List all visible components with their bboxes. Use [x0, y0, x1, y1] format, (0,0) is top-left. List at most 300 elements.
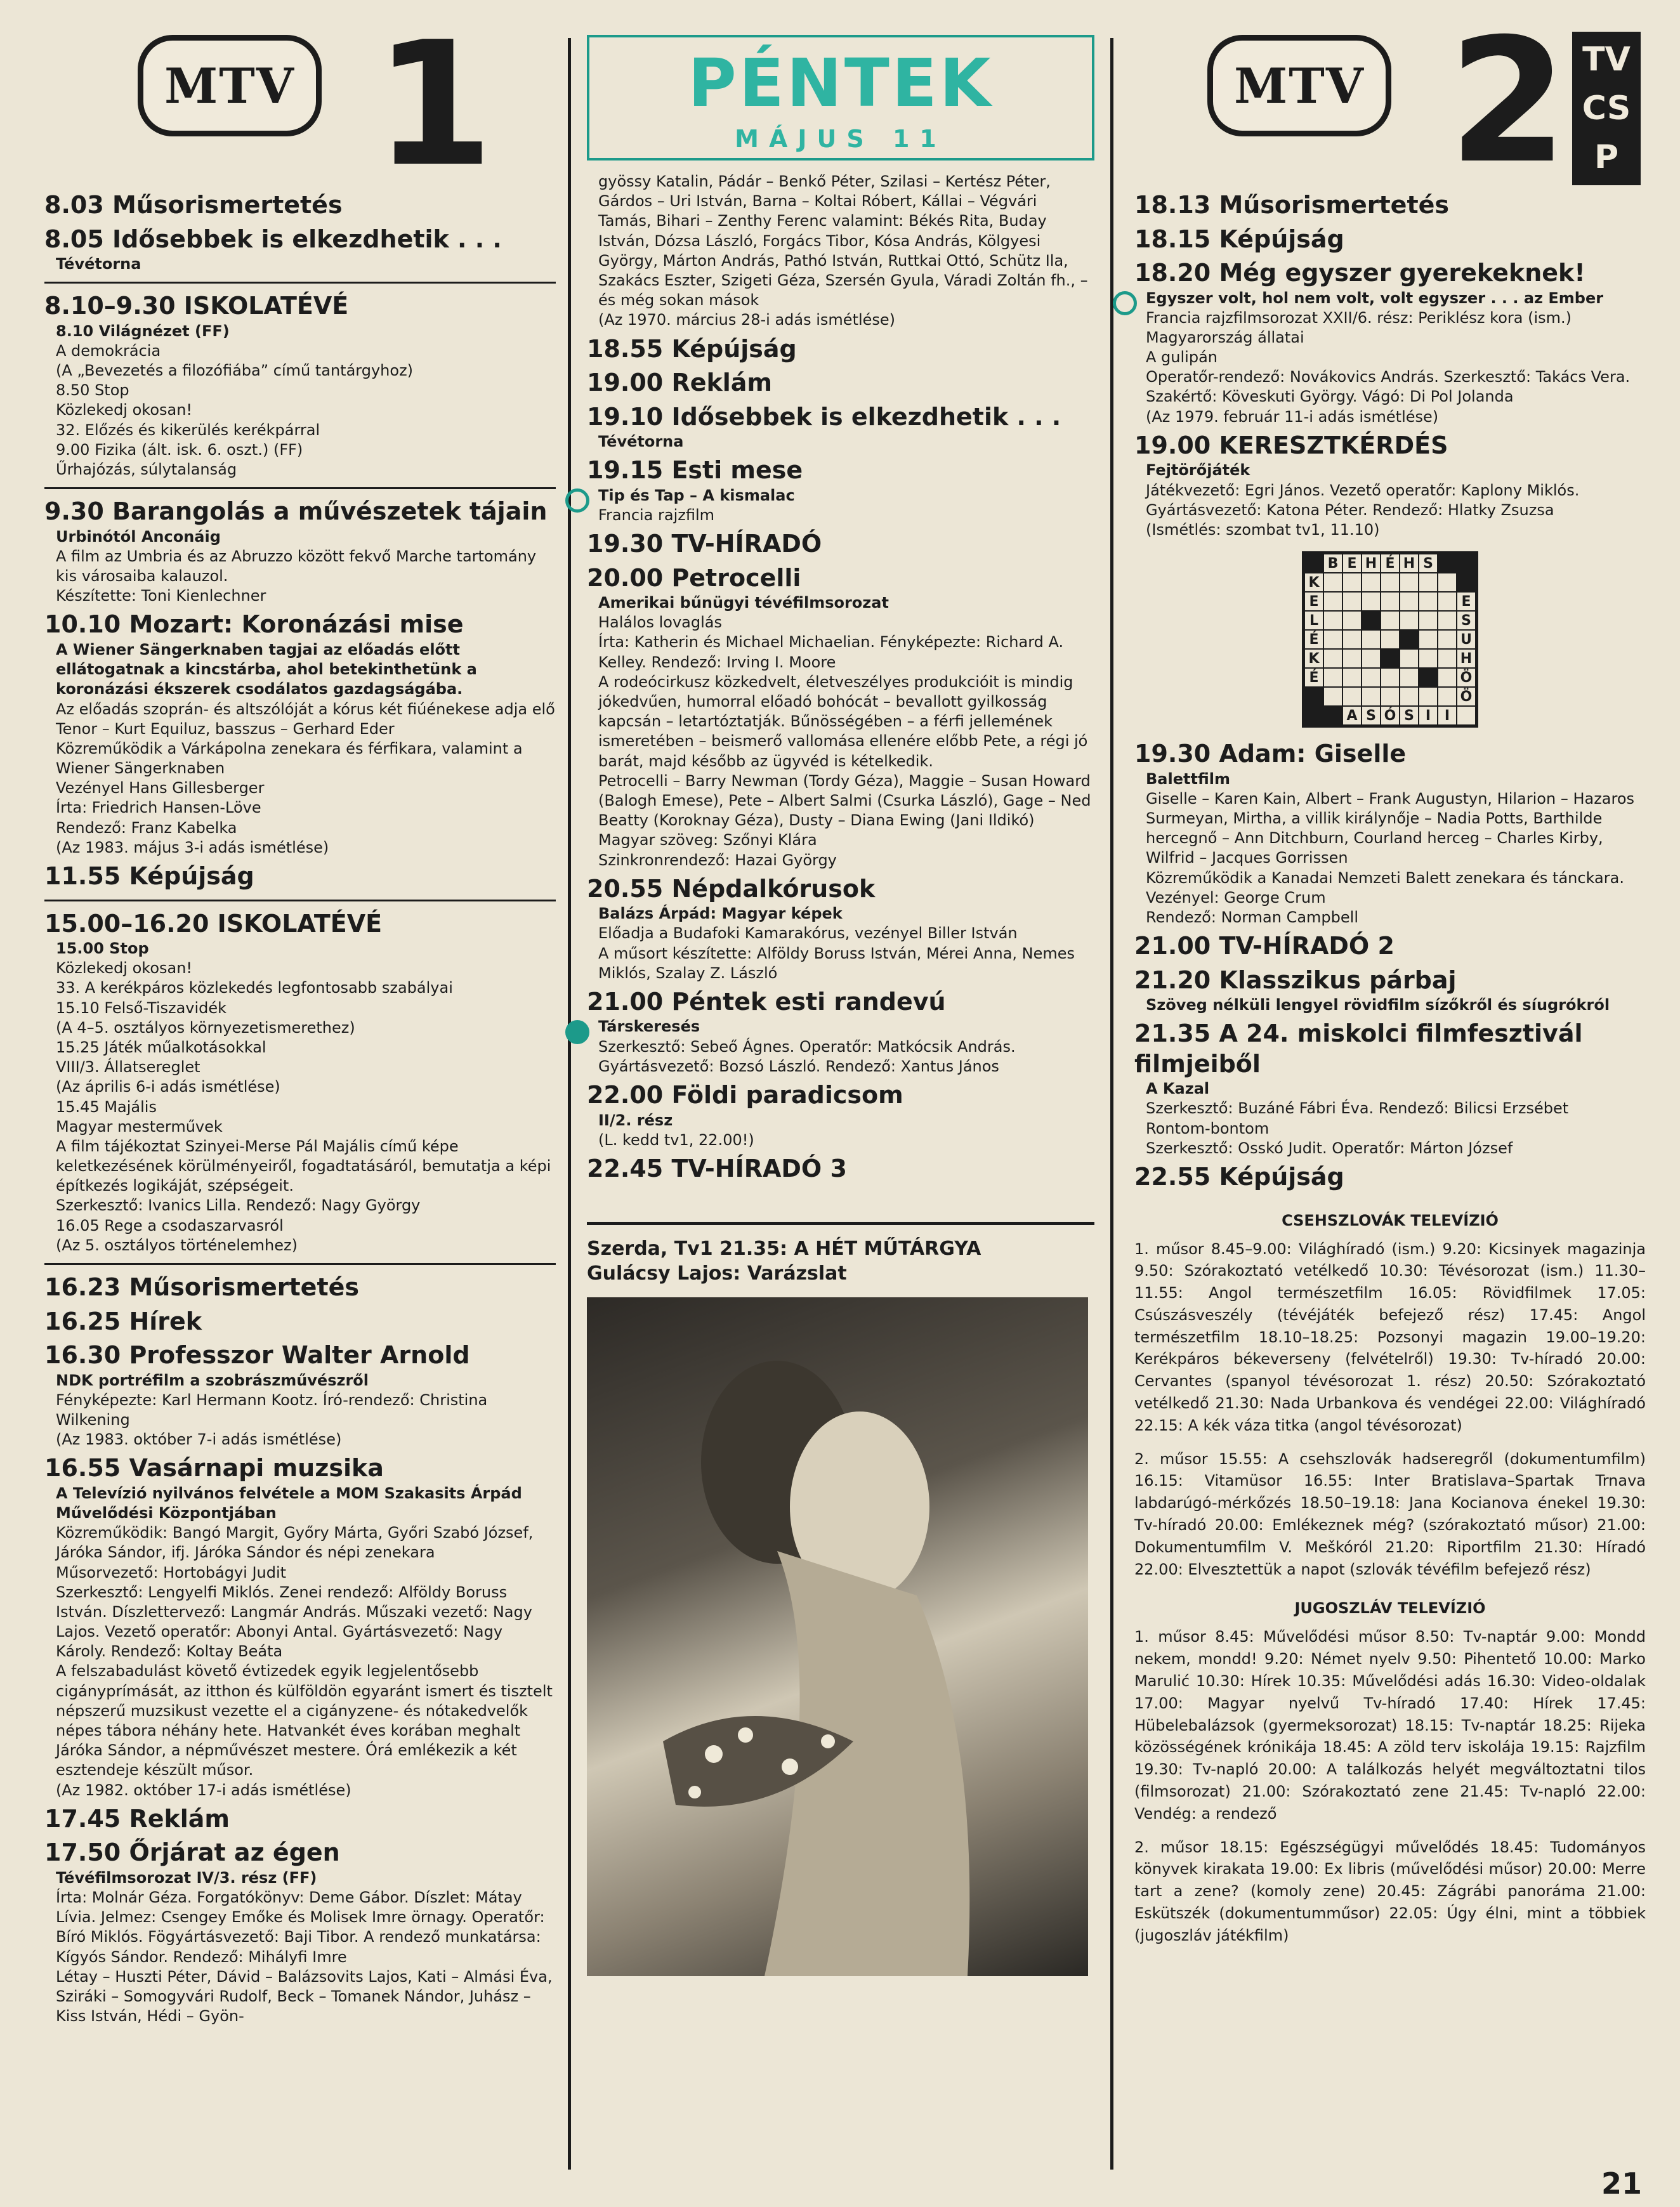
- crossword-cell: [1342, 611, 1362, 630]
- crossword-cell: [1304, 687, 1323, 706]
- program-detail: Rendező: Norman Campbell: [1146, 908, 1358, 926]
- program-name: Petrocelli: [671, 563, 801, 592]
- program-detail: Írta: Friedrich Hansen-Löve: [56, 799, 261, 817]
- czechoslovak-tv-2: 2. műsor 15.55: A csehszlovák hadseregről (dokumentumfilm) 16.15: Vitamüsor 16.55: Inter Bratislava–Spartak Trnava labdarúgó-mérkőzés 18.50–19.18: Jana Kocianova énekel 19.30: Tv-híradó 20.00: Emlékeznek még? (szórakoztató műsor) 21.00: Dokumentumfilm V. Meškóról 21.20: Riportfilm 21.30: Híradó 22.00: Elvesztettük a napot (szlovák tévéfilm befejező rész): [1134, 1450, 1646, 1578]
- program-time: 15.00–16.20: [44, 909, 209, 938]
- program-detail: Közlekedj okosan!: [56, 959, 193, 978]
- program-time: 22.45: [587, 1154, 664, 1182]
- crossword-cell: [1362, 592, 1381, 611]
- program-entry: [44, 909, 556, 1256]
- crossword-cell: H: [1457, 649, 1476, 668]
- program-detail: Amerikai bűnügyi tévéfilmsorozat: [598, 594, 889, 612]
- program-entry: [44, 1804, 556, 1835]
- promo-line: Szerda, Tv1 21.35: A HÉT MŰTÁRGYA: [587, 1238, 981, 1261]
- crossword-cell: [1419, 668, 1438, 687]
- program-time: 19.30: [587, 530, 664, 558]
- program-title: [587, 529, 1094, 560]
- program-title: [44, 190, 556, 221]
- program-time: 19.00: [1134, 431, 1211, 459]
- program-detail: Fejtörőjáték: [1146, 461, 1250, 480]
- program-detail: Vezényel Hans Gillesberger: [56, 779, 265, 797]
- program-subtitle: Urbinótól Anconáig: [56, 527, 221, 546]
- mtv2-logo: MTV: [1207, 35, 1391, 136]
- program-time: 21.20: [1134, 966, 1211, 994]
- badge-tv: TV: [1582, 41, 1631, 79]
- program-subtitle: Tévétorna: [598, 433, 684, 450]
- program-detail: Szerkesztő: Osskó Judit. Operatőr: Márton József: [1146, 1139, 1513, 1157]
- program-time: 22.55: [1134, 1163, 1211, 1191]
- program-name: Képújság: [129, 862, 254, 890]
- crossword-cell: [1419, 687, 1438, 706]
- program-detail: 15.00 Stop: [56, 940, 149, 957]
- program-name: Professzor Walter Arnold: [129, 1341, 470, 1369]
- program-subtitle: Tévétorna: [56, 255, 141, 273]
- program-detail: Készítette: Toni Kienlechner: [56, 587, 266, 605]
- program-detail: Magyarország állatai: [1146, 328, 1304, 346]
- program-detail: Tip és Tap – A kismalac: [598, 486, 795, 504]
- program-detail: Előadja a Budafoki Kamarakórus, vezényel Biller István: [598, 924, 1018, 943]
- crossword-cell: [1323, 573, 1342, 592]
- czechoslovak-tv-title: CSEHSZLOVÁK TELEVÍZIÓ: [1282, 1211, 1499, 1229]
- program-detail: A felszabadulást követő évtizedek egyik legjelentősebb cigányprímását, az itthon és külföldön egyaránt ismert és tisztelt népszerű muzsikust vezette el a cigányzene- és nótakedvelők népes tábora néhány hete. Hatvankét éves korában meghalt Járóka Sándor, a népművészet mestere. Órá emlékezik a két esztendeje készült műsor.: [56, 1662, 553, 1779]
- program-name: Adam: Giselle: [1219, 740, 1407, 768]
- program-name: Klasszikus párbaj: [1219, 966, 1457, 994]
- program-title: [587, 455, 1094, 486]
- crossword-cell: Ö: [1457, 687, 1476, 706]
- crossword-cell: [1419, 611, 1438, 630]
- crossword-cell: S: [1400, 706, 1419, 725]
- program-entry: [44, 190, 556, 221]
- crossword-cell: [1381, 573, 1400, 592]
- program-detail: Játékvezető: Egri János. Vezető operatőr: Kaplony Miklós. Gyártásvezető: Katona Péter. Rendező: Hlatky Zsuzsa: [1146, 481, 1580, 519]
- channel-1-number: 1: [374, 4, 494, 204]
- program-detail: A gulipán: [1146, 348, 1217, 367]
- program-name: Barangolás a művészetek tájain: [112, 497, 548, 526]
- program-detail: Petrocelli – Barry Newman (Tordy Géza), Maggie – Susan Howard (Balogh Emese), Pete – Albert Salmi (Csurka László), Gage – Ned Beatty (Koroknay Géza), Dusty – Diana Ewing (Jani Ildikó): [598, 771, 1091, 830]
- program-entry: [587, 1154, 1094, 1184]
- program-entry: [44, 1273, 556, 1303]
- crossword-cell: [1342, 630, 1362, 649]
- crossword-cell: [1323, 592, 1342, 611]
- program-name: Képújság: [1219, 1163, 1344, 1191]
- program-detail: (Az április 6-i adás ismétlése): [56, 1078, 280, 1096]
- program-time: 18.13: [1134, 191, 1211, 219]
- program-detail: Francia rajzfilmsorozat XXII/6. rész: Periklész kora (ism.): [1146, 308, 1572, 327]
- divider: [44, 1263, 556, 1265]
- crossword-cell: A: [1342, 706, 1362, 725]
- program-entry: [587, 987, 1094, 1077]
- program-title: [44, 909, 556, 940]
- program-detail: (A 4–5. osztályos környezetismerethez): [56, 1018, 355, 1037]
- czechoslovak-tv-1: 1. műsor 8.45–9.00: Világhíradó (ism.) 9.20: Kicsinyek magazinja 9.50: Szórakoztató vetélkedő 10.30: Tévésorozat (ism.) 11.30–11.55: Angol természetfilm 16.05: Rövidfilmek 17.05: Csúszásveszély (tévéjáték befejező rész) 17.45: Angol természetfilm 18.10–18.25: Pozsonyi magazin 19.00–19.20: Kerékpáros békeverseny (felvételről) 19.30: Tv-híradó 20.00: Cervantes (spanyol tévésorozat 1. rész) 20.50: Szórakoztató vetélkedő 21.30: Nada Urbankova és vendégei 22.00: Világhíradó 22.15: A kék váza titka (angol tévésorozat): [1134, 1240, 1646, 1434]
- crossword-cell: [1362, 649, 1381, 668]
- crossword-cell: [1381, 649, 1400, 668]
- program-detail: A műsort készítette: Alföldy Boruss István, Mérei Anna, Nemes Miklós, Szalay Z. László: [598, 944, 1075, 982]
- program-detail: Rontom-bontom: [1146, 1119, 1270, 1137]
- tv-csp-badge: [1572, 32, 1641, 185]
- crossword-cell: [1400, 611, 1419, 630]
- program-detail: Az előadás szoprán- és altszólóját a kórus két fiúénekese adja elő: [56, 700, 555, 718]
- badge-p: P: [1594, 138, 1619, 176]
- program-time: 16.25: [44, 1307, 121, 1335]
- program-detail: Közreműködik a Kanadai Nemzeti Balett zenekara és tánckara. Vezényel: George Crum: [1146, 868, 1624, 907]
- date-label: MÁJUS 11: [735, 125, 947, 153]
- crossword-cell: E: [1342, 554, 1362, 573]
- program-title: [44, 1273, 556, 1303]
- program-detail: II/2. rész: [598, 1111, 673, 1129]
- crossword-cell: [1362, 573, 1381, 592]
- mtv1-logo: MTV: [138, 35, 322, 136]
- program-detail: Magyar mesterművek: [56, 1117, 223, 1136]
- program-detail: Szinkronrendező: Hazai György: [598, 851, 837, 869]
- program-entry: [44, 610, 556, 858]
- program-name: TV-HÍRADÓ 2: [1219, 932, 1395, 960]
- program-name: Idősebbek is elkezdhetik . . .: [671, 402, 1061, 431]
- program-detail: Halálos lovaglás: [598, 613, 722, 632]
- program-detail: A demokrácia: [56, 341, 161, 360]
- program-detail: (Az 5. osztályos történelemhez): [56, 1236, 298, 1254]
- program-detail: Szerkesztő: Buzáné Fábri Éva. Rendező: Bilicsi Erzsébet: [1146, 1099, 1569, 1118]
- crossword-cell: [1400, 630, 1419, 649]
- program-detail: Tenor – Kurt Equiluz, basszus – Gerhard Eder: [56, 719, 395, 738]
- crossword-cell: [1304, 706, 1323, 725]
- crossword-cell: É: [1381, 554, 1400, 573]
- program-detail: gyössy Katalin, Pádár – Benkő Péter, Szilasi – Kertész Péter, Gárdos – Uri István, Barna – Koltai Róbert, Kállai – Végvári Tamás, Bihari – Zenthy Ferenc valamint: Békés Rita, Buday István, Dózsa László, Forgács Tibor, Kósa András, Kölgyesi György, Márton András, Pathó István, Ruttkai Ottó, Schütz Ila, Szakács Eszter, Szigeti Géza, Szersén Gyula, Váradi Zoltán fh., – és még sokan mások: [598, 173, 1088, 310]
- program-title: [44, 291, 556, 322]
- crossword-cell: [1323, 649, 1342, 668]
- crossword-cell: [1362, 668, 1381, 687]
- divider: [44, 900, 556, 901]
- program-entry: [44, 1453, 556, 1800]
- crossword-cell: E: [1304, 592, 1323, 611]
- program-name: A 24. miskolci filmfesztivál filmjeiből: [1134, 1019, 1583, 1078]
- program-title: [44, 225, 556, 255]
- program-time: 8.05: [44, 225, 104, 253]
- program-time: 18.20: [1134, 259, 1211, 287]
- program-detail: VIII/3. Állatsereglet: [56, 1058, 200, 1077]
- program-time: 19.30: [1134, 740, 1211, 768]
- crossword-cell: [1323, 630, 1342, 649]
- crossword-cell: [1438, 554, 1457, 573]
- program-name: Reklám: [671, 369, 773, 396]
- program-name: KERESZTKÉRDÉS: [1219, 431, 1448, 459]
- program-detail: Műsorvezető: Hortobágyi Judit: [56, 1563, 287, 1582]
- program-name: Mozart: Koronázási mise: [129, 610, 464, 639]
- program-entry: [1134, 1019, 1646, 1158]
- crossword-cell: K: [1304, 573, 1323, 592]
- program-entry: [587, 455, 1094, 525]
- program-title: [1134, 431, 1646, 461]
- crossword-cell: [1323, 611, 1342, 630]
- program-title: [1134, 931, 1646, 962]
- program-name: Reklám: [129, 1804, 230, 1833]
- program-detail: Szerkesztő: Ivanics Lilla. Rendező: Nagy György: [56, 1196, 421, 1215]
- crossword-cell: [1342, 592, 1362, 611]
- program-detail: (Ismétlés: szombat tv1, 11.10): [1146, 520, 1380, 539]
- crossword-cell: [1457, 554, 1476, 573]
- crossword-cell: [1419, 573, 1438, 592]
- promo-subtitle: Gulácsy Lajos: Varázslat: [587, 1262, 847, 1285]
- program-detail: Írta: Katherin és Michael Michaelian. Fényképezte: Richard A. Kelley. Rendező: Irving I. Moore: [598, 633, 1064, 671]
- program-title: [587, 402, 1094, 433]
- program-detail: 8.10 Világnézet (FF): [56, 322, 230, 340]
- program-name: ISKOLATÉVÉ: [183, 292, 349, 320]
- program-detail: 8.50 Stop: [56, 381, 129, 400]
- day-title: PÉNTEK: [688, 44, 994, 122]
- crossword-cell: [1419, 630, 1438, 649]
- program-detail: (A „Bevezetés a filozófiába” című tantárgyhoz): [56, 362, 414, 380]
- program-entry: [587, 172, 1094, 331]
- crossword-cell: [1438, 630, 1457, 649]
- crossword-puzzle: [1302, 551, 1478, 728]
- crossword-cell: B: [1323, 554, 1342, 573]
- program-entry: [44, 225, 556, 275]
- program-entry: [44, 497, 556, 606]
- program-detail: A film az Umbria és az Abruzzo között fekvő Marche tartomány kis városaiba kalauzol.: [56, 547, 537, 586]
- program-name: TV-HÍRADÓ 3: [671, 1154, 847, 1182]
- program-entry: [587, 529, 1094, 560]
- program-title: [1134, 1019, 1646, 1079]
- crossword-cell: [1381, 630, 1400, 649]
- program-name: Esti mese: [671, 456, 803, 485]
- program-title: [587, 987, 1094, 1018]
- painting-image: [587, 1297, 1088, 1976]
- crossword-cell: [1438, 649, 1457, 668]
- program-detail: A Kazal: [1146, 1080, 1210, 1098]
- program-detail: A rodeócirkusz közkedvelt, életveszélyes produkcióit is mindig jókedvűen, humorral előadó bohócát – bevallott gyilkosság kapcsán – letartóztatják. Bűnösségében – a férfi jellemének ismeretében – beismerő vallomása ellenére előbb Pete, a régi jó barát, majd később az ügyvéd is kételkedik.: [598, 672, 1088, 770]
- program-detail: 15.45 Majális: [56, 1097, 157, 1116]
- program-name: Őrjárat az égen: [129, 1838, 340, 1867]
- program-name: Még egyszer gyerekeknek!: [1219, 259, 1585, 287]
- foreign-tv-section: [1134, 1212, 1646, 1947]
- program-detail: Balettfilm: [1146, 770, 1230, 788]
- program-time: 18.55: [587, 334, 664, 363]
- program-time: 17.45: [44, 1804, 121, 1833]
- program-name: Műsorismertetés: [1219, 191, 1450, 219]
- crossword-cell: [1438, 592, 1457, 611]
- column-divider: [568, 38, 571, 2170]
- program-detail: A Televízió nyilvános felvétele a MOM Szakasits Árpád Művelődési Központjában: [56, 1484, 522, 1522]
- page-number: 21: [1601, 2166, 1642, 2201]
- crossword-cell: [1381, 611, 1400, 630]
- program-detail: (L. kedd tv1, 22.00!): [598, 1130, 754, 1149]
- program-time: 16.23: [44, 1273, 121, 1301]
- mtv2-column: [1134, 0, 1646, 1958]
- crossword-cell: [1419, 592, 1438, 611]
- program-time: 16.55: [44, 1454, 121, 1483]
- program-time: 21.35: [1134, 1019, 1211, 1048]
- crossword-cell: [1457, 573, 1476, 592]
- program-title: [44, 1838, 556, 1868]
- crossword-cell: [1342, 573, 1362, 592]
- program-time: 16.30: [44, 1341, 121, 1369]
- program-title: [44, 1453, 556, 1484]
- program-time: 20.55: [587, 874, 664, 903]
- program-title: [587, 368, 1094, 398]
- program-detail: 9.00 Fizika (ált. isk. 6. oszt.) (FF): [56, 440, 303, 459]
- crossword-cell: S: [1419, 554, 1438, 573]
- program-name: Idősebbek is elkezdhetik . . .: [112, 225, 502, 253]
- crossword-cell: [1419, 649, 1438, 668]
- program-detail: Társkeresés: [598, 1018, 700, 1036]
- program-entry: [44, 861, 556, 892]
- program-title: [587, 874, 1094, 905]
- program-time: 10.10: [44, 610, 121, 639]
- program-entry: [587, 1080, 1094, 1150]
- crossword-cell: [1438, 611, 1457, 630]
- program-name: Képújság: [1219, 225, 1344, 253]
- crossword-cell: I: [1419, 706, 1438, 725]
- program-entry: [44, 291, 556, 480]
- program-title: [44, 497, 556, 527]
- crossword-cell: [1323, 668, 1342, 687]
- program-entry: [587, 402, 1094, 452]
- program-title: [587, 334, 1094, 365]
- program-name: Földi paradicsom: [671, 1081, 903, 1109]
- program-name: Műsorismertetés: [112, 191, 343, 219]
- program-detail: Fényképezte: Karl Hermann Kootz. Író-rendező: Christina Wilkening: [56, 1391, 488, 1429]
- crossword-cell: [1457, 706, 1476, 725]
- crossword-cell: [1400, 687, 1419, 706]
- program-name: Népdalkórusok: [671, 874, 876, 903]
- program-title: [1134, 225, 1646, 255]
- crossword-cell: [1400, 573, 1419, 592]
- badge-cs: CS: [1582, 89, 1631, 128]
- crossword-cell: [1304, 554, 1323, 573]
- program-title: [44, 1804, 556, 1835]
- mtv1-column: [44, 0, 556, 2030]
- crossword-cell: Ó: [1381, 706, 1400, 725]
- program-detail: Balázs Árpád: Magyar képek: [598, 905, 843, 923]
- program-title: [44, 1307, 556, 1337]
- program-title: [587, 1080, 1094, 1111]
- crossword-cell: [1342, 649, 1362, 668]
- crossword-cell: É: [1304, 668, 1323, 687]
- crossword-cell: [1381, 668, 1400, 687]
- program-title: [587, 563, 1094, 594]
- crossword-cell: [1438, 668, 1457, 687]
- crossword-cell: [1400, 668, 1419, 687]
- program-time: 8.10–9.30: [44, 292, 176, 320]
- channel-marker-icon: [565, 1020, 589, 1044]
- program-detail: (Az 1983. október 7-i adás ismétlése): [56, 1431, 342, 1449]
- crossword-cell: I: [1438, 706, 1457, 725]
- program-title: [44, 1340, 556, 1371]
- program-detail: Létay – Huszti Péter, Dávid – Balázsovits Lajos, Kati – Almási Éva, Sziráki – Somogyvári Rudolf, Beck – Tomanek Nándor, Juhász – Kiss István, Hédi – Gyön-: [56, 1967, 553, 2026]
- crossword-cell: [1438, 573, 1457, 592]
- program-time: 19.10: [587, 402, 664, 431]
- program-time: 9.30: [44, 497, 104, 526]
- program-detail: Francia rajzfilm: [598, 506, 715, 524]
- program-name: Műsorismertetés: [129, 1273, 360, 1301]
- program-detail: 15.25 Játék műalkotásokkal: [56, 1038, 266, 1056]
- program-entry: [44, 1307, 556, 1337]
- program-detail: Szöveg nélküli lengyel rövidfilm sízőkről és síugrókról: [1146, 996, 1610, 1014]
- program-entry: [44, 1838, 556, 2026]
- yugoslav-tv-1: 1. műsor 8.45: Művelődési műsor 8.50: Tv-naptár 9.00: Mondd nekem, mondd! 9.20: Német nyelv 9.50: Pihentető 10.00: Marko Marulić 10.30: Hírek 10.35: Művelődési adás 16.30: Video-oldalak 17.00: Magyar nyelvű Tv-híradó 17.40: Hírek 17.45: Hübelebalázsok (gyermeksorozat) 18.15: Tv-naptár 18.25: Rijeka közösségének krónikája 18.45: A zöld terv iskolája 19.15: Rajzfilm 19.30: Tv-napló 20.00: A találkozás helyét megváltoztatni tilos (filmsorozat) 21.00: Szórakoztató zene 21.45: Tv-napló 22.00: Vendég: a rendező: [1134, 1628, 1646, 1823]
- program-entry: [1134, 931, 1646, 962]
- program-detail: Szerkesztő: Lengyelfi Miklós. Zenei rendező: Alföldy Boruss István. Díszlettervező: Langmár András. Műszaki vezető: Nagy Lajos. Vezető operatőr: Abonyi Antal. Gyártásvezető: Nagy Károly. Rendező: Koltay Beáta: [56, 1583, 532, 1661]
- program-detail: Közreműködik: Bangó Margit, Győry Márta, Győri Szabó József, Járóka Sándor, ifj. Járóka Sándor és népi zenekara: [56, 1524, 534, 1562]
- program-title: [587, 1154, 1094, 1184]
- program-detail: Közlekedj okosan!: [56, 401, 193, 419]
- program-detail: Űrhajózás, súlytalanság: [56, 461, 237, 478]
- program-title: [1134, 258, 1646, 289]
- program-detail: Magyar szöveg: Szőnyi Klára: [598, 831, 817, 849]
- program-entry: [1134, 258, 1646, 427]
- crossword-cell: [1400, 592, 1419, 611]
- program-time: 20.00: [587, 563, 664, 592]
- column-divider: [1110, 38, 1113, 2170]
- crossword-cell: [1362, 630, 1381, 649]
- crossword-cell: [1362, 687, 1381, 706]
- program-entry: [1134, 431, 1646, 540]
- program-detail: (Az 1970. március 28-i adás ismétlése): [598, 311, 896, 329]
- center-column: [587, 0, 1094, 1976]
- divider: [587, 1222, 1094, 1225]
- program-entry: [587, 334, 1094, 365]
- program-entry: [587, 874, 1094, 983]
- crossword-cell: [1381, 687, 1400, 706]
- program-detail: (Az 1979. február 11-i adás ismétlése): [1146, 407, 1439, 426]
- program-entry: [1134, 225, 1646, 255]
- program-entry: [1134, 739, 1646, 927]
- crossword-cell: S: [1457, 611, 1476, 630]
- program-detail: A Wiener Sängerknaben tagjai az előadás előtt ellátogatnak a kincstárba, ahol betekinthetünk a koronázási ékszerek csodálatos gazdagságába.: [56, 640, 477, 698]
- crossword-cell: H: [1362, 554, 1381, 573]
- program-title: [44, 610, 556, 640]
- program-detail: A film tájékoztat Szinyei-Merse Pál Majális című képe keletkezésének körülményeiről, fogadtatásáról, bemutatja a képi építkezés logikáját, szépségeit.: [56, 1137, 551, 1195]
- program-name: Vasárnapi muzsika: [129, 1454, 384, 1483]
- crossword-cell: H: [1400, 554, 1419, 573]
- crossword-cell: Ö: [1457, 668, 1476, 687]
- crossword-cell: É: [1304, 630, 1323, 649]
- mtv2-header: [1134, 0, 1646, 201]
- program-detail: Giselle – Karen Kain, Albert – Frank Augustyn, Hilarion – Hazaros Surmeyan, Mirtha, a villik királynője – Nadia Potts, Barthilde hercegnő – Ann Ditchburn, Courland herceg – Charles Kirby, Wilfrid – Jacques Gorrissen: [1146, 789, 1635, 867]
- program-entry: [1134, 966, 1646, 1016]
- crossword-cell: E: [1457, 592, 1476, 611]
- channel-marker-icon: [565, 488, 589, 513]
- program-entry: [1134, 1162, 1646, 1193]
- program-detail: 16.05 Rege a csodaszarvasról: [56, 1216, 284, 1234]
- program-time: 19.15: [587, 456, 664, 485]
- crossword-cell: [1438, 687, 1457, 706]
- program-detail: Szerkesztő: Sebeő Ágnes. Operatőr: Matkócsik András. Gyártásvezető: Bozsó László. Rendező: Xantus János: [598, 1037, 1016, 1075]
- program-title: [1134, 966, 1646, 996]
- program-time: 21.00: [587, 987, 664, 1016]
- program-time: 18.15: [1134, 225, 1211, 253]
- program-time: 21.00: [1134, 932, 1211, 960]
- yugoslav-tv-title: JUGOSZLÁV TELEVÍZIÓ: [1294, 1599, 1486, 1618]
- channel-marker-icon: [1113, 291, 1137, 315]
- crossword-cell: [1342, 687, 1362, 706]
- program-subtitle: NDK portréfilm a szobrászművészről: [56, 1371, 369, 1389]
- crossword-cell: [1400, 649, 1419, 668]
- program-detail: 32. Előzés és kikerülés kerékpárral: [56, 421, 320, 439]
- divider: [44, 282, 556, 284]
- crossword-cell: S: [1362, 706, 1381, 725]
- program-detail: 15.10 Felső-Tiszavidék: [56, 999, 227, 1017]
- program-detail: Tévéfilmsorozat IV/3. rész (FF): [56, 1868, 317, 1887]
- crossword-cell: U: [1457, 630, 1476, 649]
- crossword-cell: [1381, 592, 1400, 611]
- program-title: [1134, 190, 1646, 221]
- program-time: 17.50: [44, 1838, 121, 1867]
- program-name: Péntek esti randevú: [671, 987, 946, 1016]
- program-name: ISKOLATÉVÉ: [217, 909, 383, 938]
- program-detail: (Az 1983. május 3-i adás ismétlése): [56, 838, 329, 856]
- program-entry: [587, 563, 1094, 870]
